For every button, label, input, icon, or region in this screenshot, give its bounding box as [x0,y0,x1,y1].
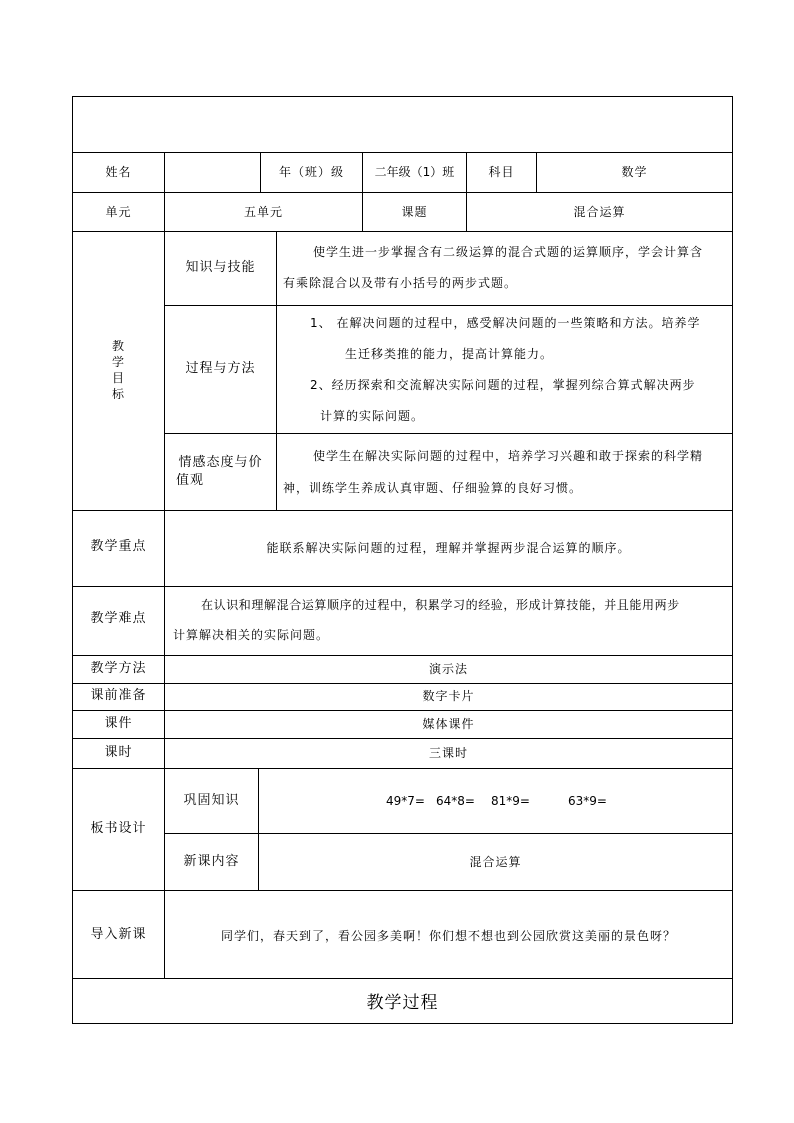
row-divider [72,510,733,511]
row-divider [72,152,733,153]
row-divider [72,683,733,684]
grade-label: 年（班）级 [278,165,344,179]
preparation-label: 课前准备 [90,688,147,703]
table-border-right [732,96,733,1024]
process-text-line: 生迁移类推的能力，提高计算能力。 [345,347,554,361]
subject-label: 科目 [488,165,515,179]
row-divider [72,738,733,739]
emotion-text-line: 神，训练学生养成认真审题、仔细验算的良好习惯。 [283,481,583,495]
grade-value: 二年级（1）班 [374,165,455,179]
topic-label: 课题 [401,205,428,219]
row-divider [165,305,277,306]
knowledge-text-line: 有乘除混合以及带有小括号的两步式题。 [283,276,518,290]
topic-value: 混合运算 [573,205,626,219]
courseware-label: 课件 [104,716,133,731]
process-text-line: 1、 在解决问题的过程中，感受解决问题的一些策略和方法。培养学 [310,316,701,330]
intro-label: 导入新课 [90,927,147,942]
board-review-item: 81*9= [491,794,530,808]
col-divider [164,768,165,890]
board-review-item: 64*8= [436,794,475,808]
hours-label: 课时 [104,745,133,760]
key-point-label: 教学重点 [90,539,147,554]
board-review-label: 巩固知识 [183,793,240,808]
process-text-line: 2、经历探索和交流解决实际问题的过程，掌握列综合算式解决两步 [310,378,696,392]
col-divider [164,152,165,192]
unit-value: 五单元 [243,205,283,219]
row-divider [277,305,733,306]
name-label: 姓名 [105,165,132,179]
board-new-label: 新课内容 [183,854,240,869]
emotion-label-line: 情感态度与价 [178,455,263,470]
row-divider [165,833,733,834]
difficulty-label: 教学难点 [90,611,147,626]
row-divider [72,978,733,979]
col-divider [276,231,277,510]
table-border-left [72,96,73,1024]
row-divider [72,890,733,891]
key-point-text: 能联系解决实际问题的过程，理解并掌握两步混合运算的顺序。 [266,541,631,555]
objectives-label-char: 教 [111,339,125,353]
hours-value: 三课时 [428,746,468,760]
knowledge-label: 知识与技能 [185,260,256,275]
col-divider [258,768,259,890]
intro-text: 同学们，春天到了，看公园多美啊！你们想不想也到公园欣赏这美丽的景色呀？ [220,929,676,943]
board-review-item: 63*9= [568,794,607,808]
process-title: 教学过程 [366,993,439,1013]
knowledge-text-line: 使学生进一步掌握含有二级运算的混合式题的运算顺序，学会计算含 [313,245,704,259]
process-label: 过程与方法 [185,361,256,376]
difficulty-text-line: 在认识和理解混合运算顺序的过程中，积累学习的经验，形成计算技能，并且能用两步 [201,598,680,612]
row-divider [72,192,733,193]
row-divider [72,710,733,711]
board-new-value: 混合运算 [469,855,522,869]
emotion-text-line: 使学生在解决实际问题的过程中，培养学习兴趣和敢于探索的科学精 [313,449,704,463]
table-border-top [72,96,733,97]
objectives-label-char: 学 [111,355,125,369]
method-value: 演示法 [428,662,468,676]
objectives-label-char: 标 [111,387,125,401]
objectives-label-char: 目 [111,371,125,385]
row-divider [165,433,733,434]
row-divider [72,231,733,232]
unit-label: 单元 [105,205,132,219]
board-label: 板书设计 [90,821,147,836]
courseware-value: 媒体课件 [422,717,475,731]
difficulty-text-line: 计算解决相关的实际问题。 [173,628,330,642]
row-divider [72,586,733,587]
row-divider [72,655,733,656]
preparation-value: 数字卡片 [422,689,475,703]
board-review-item: 49*7= [386,794,425,808]
table-border-bottom [72,1023,733,1024]
subject-value: 数学 [621,165,648,179]
emotion-label-line: 值观 [176,473,205,488]
process-text-line: 计算的实际问题。 [320,409,425,423]
method-label: 教学方法 [90,661,147,676]
row-divider [72,768,733,769]
